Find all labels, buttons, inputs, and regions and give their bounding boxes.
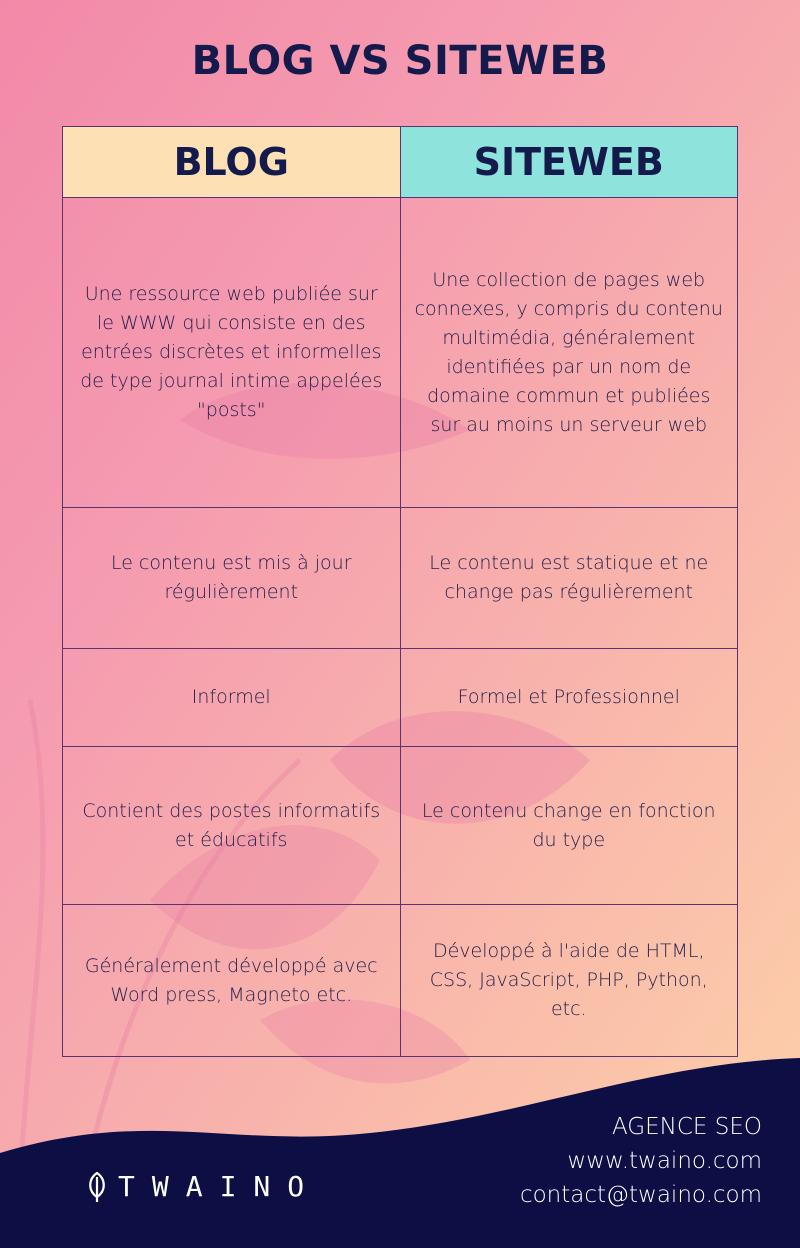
twaino-logo[interactable] [86,1170,321,1203]
page-title: BLOG VS SITEWEB [191,38,609,84]
logo-text: TWAINO [118,1170,322,1203]
siteweb-technology-cell: Développé à l'aide de HTML, CSS, JavaScript, PHP, Python, etc. [400,905,738,1057]
table-row [63,747,738,905]
email-link[interactable]: contact@twaino.com [519,1182,762,1208]
contact-block [520,1110,762,1212]
column-header-siteweb: SITEWEB [400,127,738,198]
blog-posts-cell: Contient des postes informatifs et éducatifs [63,747,401,905]
siteweb-content-type-cell: Le contenu change en fonction du type [400,747,738,905]
siteweb-content-update-cell: Le contenu est statique et ne change pas régulièrement [400,508,738,649]
table-row [63,905,738,1057]
blog-platform-cell: Généralement développé avec Word press, Magneto etc. [63,905,401,1057]
table-header-row [63,127,738,198]
table-row [63,508,738,649]
agency-tagline: AGENCE SEO [611,1114,762,1140]
blog-content-update-cell: Le contenu est mis à jour régulièrement [63,508,401,649]
siteweb-tone-cell: Formel et Professionnel [400,649,738,747]
siteweb-definition-cell: Une collection de pages web connexes, y compris du contenu multimédia, généralement identifiées par un nom de domaine commun et publiées sur au moins un serveur web [400,198,738,508]
column-header-blog: BLOG [63,127,401,198]
website-link[interactable]: www.twaino.com [567,1148,762,1174]
comparison-table [62,126,738,1057]
blog-definition-cell: Une ressource web publiée sur le WWW qui consiste en des entrées discrètes et informelles de type journal intime appelées "posts" [63,198,401,508]
blog-tone-cell: Informel [63,649,401,747]
table-row [63,198,738,508]
leaf-icon [86,1171,108,1203]
table-row [63,649,738,747]
